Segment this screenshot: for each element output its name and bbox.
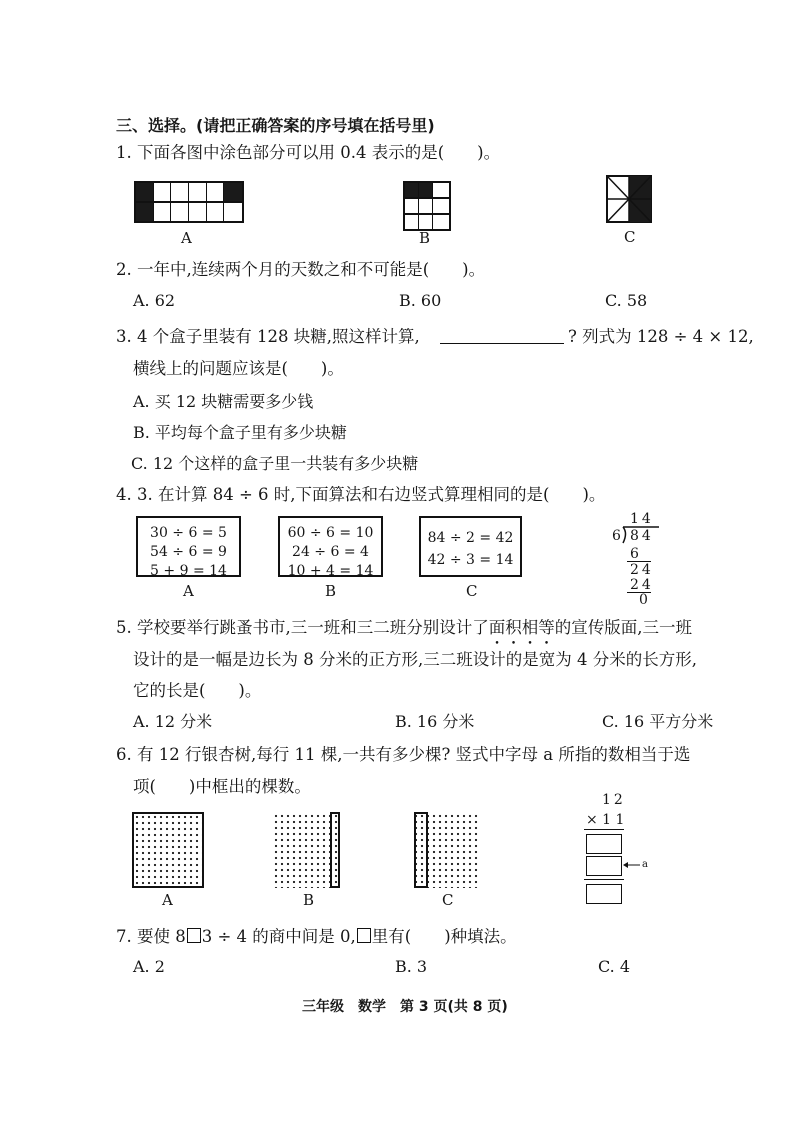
q7-blank-box[interactable]: [357, 928, 371, 943]
q4-label-c: C: [466, 582, 478, 600]
q4-box-b-line: 10 + 4 = 14: [287, 562, 374, 579]
q5-emphasis-char: 积: [505, 618, 522, 637]
q4-long-division: [612, 512, 662, 606]
vertical-multiplier: × 1 1: [586, 812, 625, 828]
q5-option-a[interactable]: A. 12 分米: [133, 712, 213, 731]
q4-box-a-line: 54 ÷ 6 = 9: [150, 543, 227, 560]
q4-box-b[interactable]: [278, 516, 383, 577]
long-division-dividend: 84: [630, 528, 654, 544]
section-title: 三、选择。(请把正确答案的序号填在括号里): [116, 116, 435, 135]
q5-line1-b: 的宣传版面,三一班: [554, 618, 692, 637]
question-5-line2: 设计的是一幅是边长为 8 分米的正方形,三二班设计的是宽为 4 分米的长方形,: [133, 650, 697, 669]
q6-label-c: C: [442, 891, 454, 909]
q2-option-b[interactable]: B. 60: [399, 291, 442, 310]
q3-option-c[interactable]: C. 12 个这样的盒子里一共装有多少块糖: [131, 454, 419, 473]
vertical-blank-box[interactable]: [586, 834, 622, 854]
q5-line1-a: 5. 学校要举行跳蚤书市,三一班和三二班分别设计了: [116, 618, 489, 637]
q7-text-c: 里有( )种填法。: [371, 927, 517, 946]
page-footer: 三年级 数学 第 3 页(共 8 页): [302, 999, 508, 1015]
q4-label-b: B: [325, 582, 337, 600]
vertical-rule: [584, 879, 624, 880]
question-3-line1-a: 3. 4 个盒子里装有 128 块糖,照这样计算,: [116, 327, 420, 346]
q1-label-a: A: [181, 229, 192, 247]
question-6-line1: 6. 有 12 行银杏树,每行 11 棵,一共有多少棵? 竖式中字母 a 所指的数相当于选: [116, 745, 691, 764]
long-division-divisor: 6: [612, 528, 621, 544]
q5-emphasis-char: 相: [521, 618, 539, 637]
q4-box-c[interactable]: [419, 516, 522, 577]
long-division-step3: 24: [630, 577, 654, 593]
long-division-step2: 24: [630, 562, 654, 578]
vertical-top-number: 12: [602, 792, 626, 808]
q5-emphasis-char: 等: [538, 618, 555, 637]
q5-emphasis-char: 面: [488, 618, 506, 637]
q6-option-a-figure[interactable]: [132, 812, 204, 888]
q4-box-c-line: 84 ÷ 2 = 42: [427, 530, 514, 546]
question-5-line3: 它的长是( )。: [133, 681, 262, 700]
q4-box-b-line: 24 ÷ 6 = 4: [292, 543, 369, 560]
q5-option-c[interactable]: C. 16 平方分米: [602, 712, 714, 731]
question-6-line2: 项( )中框出的棵数。: [133, 777, 311, 796]
question-4-text: 4. 3. 在计算 84 ÷ 6 时,下面算法和右边竖式算理相同的是( )。: [116, 485, 606, 504]
q3-option-b[interactable]: B. 平均每个盒子里有多少块糖: [133, 423, 347, 442]
q6-option-b-figure[interactable]: [272, 812, 344, 888]
q4-box-b-line: 60 ÷ 6 = 10: [287, 525, 374, 541]
vertical-rule: [584, 829, 624, 830]
long-division-remainder: 0: [639, 592, 648, 608]
q7-blank-box[interactable]: [187, 928, 201, 943]
q7-text-b: 3 ÷ 4 的商中间是 0,: [201, 927, 356, 946]
q6-label-a: A: [162, 891, 173, 909]
q7-text-a: 7. 要使 8: [116, 927, 186, 946]
vertical-blank-box-a[interactable]: [586, 856, 622, 876]
q4-box-a-line: 5 + 9 = 14: [150, 562, 227, 579]
vertical-marker-a: a: [642, 859, 648, 870]
q2-option-a[interactable]: A. 62: [133, 291, 176, 310]
q4-box-a-line: 30 ÷ 6 = 5: [150, 525, 227, 541]
question-3-line1-b: ? 列式为 128 ÷ 4 × 12,: [568, 327, 754, 346]
question-3-line2: 横线上的问题应该是( )。: [133, 359, 344, 378]
question-5-line1: [116, 620, 692, 637]
q4-box-c-line: 42 ÷ 3 = 14: [427, 551, 514, 568]
q1-option-a-figure[interactable]: [134, 181, 244, 223]
q3-answer-blank[interactable]: [440, 343, 564, 344]
q1-option-b-figure[interactable]: [403, 181, 451, 231]
q7-option-b[interactable]: B. 3: [395, 957, 428, 976]
vertical-blank-box[interactable]: [586, 884, 622, 904]
q1-label-b: B: [419, 229, 431, 247]
question-1-text: 1. 下面各图中涂色部分可以用 0.4 表示的是( )。: [116, 143, 501, 162]
q6-option-c-figure[interactable]: [412, 812, 484, 888]
q7-option-a[interactable]: A. 2: [133, 957, 165, 976]
arrow-left-icon: [622, 860, 642, 870]
q1-option-c-figure[interactable]: [606, 175, 652, 223]
q1-label-c: C: [624, 228, 636, 246]
q6-vertical-multiplication: [582, 792, 652, 907]
long-division-quotient: 14: [630, 511, 654, 527]
question-7-text: [116, 928, 517, 946]
q6-label-b: B: [303, 891, 315, 909]
q5-option-b[interactable]: B. 16 分米: [395, 712, 475, 731]
q4-label-a: A: [183, 582, 194, 600]
q2-option-c[interactable]: C. 58: [605, 291, 648, 310]
q4-box-a[interactable]: [136, 516, 241, 577]
long-division-step1: 6: [630, 546, 639, 562]
q3-option-a[interactable]: A. 买 12 块糖需要多少钱: [133, 392, 314, 411]
q7-option-c[interactable]: C. 4: [598, 957, 631, 976]
question-2-text: 2. 一年中,连续两个月的天数之和不可能是( )。: [116, 260, 486, 279]
